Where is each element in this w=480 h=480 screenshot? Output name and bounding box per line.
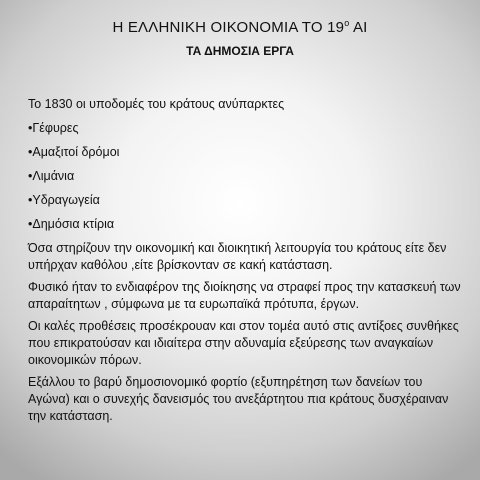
slide-title-superscript: ο xyxy=(344,18,350,28)
paragraph: Όσα στηρίζουν την οικονομική και διοικητική λειτουργία του κράτους είτε δεν υπήρχαν καθόλου ,είτε βρίσκονταν σε κακή κατάσταση. xyxy=(28,241,447,272)
slide-subtitle: ΤΑ ΔΗΜΟΣΙΑ ΕΡΓΑ xyxy=(186,44,294,58)
paragraph: Εξάλλου το βαρύ δημοσιονομικό φορτίο (εξυπηρέτηση των δανείων του Αγώνα) και ο συνεχής δανεισμός του ανεξάρτητου πια κράτους δυσχέραιναν την κατάσταση. xyxy=(28,375,449,423)
paragraph: Οι καλές προθέσεις προσέκρουαν και στον τομέα αυτό στις αντίξοες συνθήκες που επικρατούσαν και ιδιαίτερα στην αδυναμία εξεύρεσης των αναγκαίων οικονομικών πόρων. xyxy=(28,319,459,367)
bullet-item: •Υδραγωγεία xyxy=(28,193,100,207)
paragraph: Φυσικό ήταν το ενδιαφέρον της διοίκησης να στραφεί προς την κατασκευή των απαραίτητων , σύμφωνα με τα ευρωπαϊκά πρότυπα, έργων. xyxy=(28,280,461,311)
bullet-item: •Αμαξιτοί δρόμοι xyxy=(28,145,120,159)
slide-title xyxy=(0,19,480,36)
bullet-item: •Δημόσια κτίρια xyxy=(28,217,115,231)
bullet-item: •Γέφυρες xyxy=(28,121,79,135)
slide-title-main: Η ΕΛΛΗΝΙΚΗ ΟΙΚΟΝΟΜΙΑ ΤΟ 19 xyxy=(112,19,345,36)
slide-title-end: ΑΙ xyxy=(349,19,368,36)
intro-line: Το 1830 οι υποδομές του κράτους ανύπαρκτες xyxy=(28,97,285,111)
bullet-item: •Λιμάνια xyxy=(28,169,75,183)
slide-body xyxy=(28,96,466,430)
